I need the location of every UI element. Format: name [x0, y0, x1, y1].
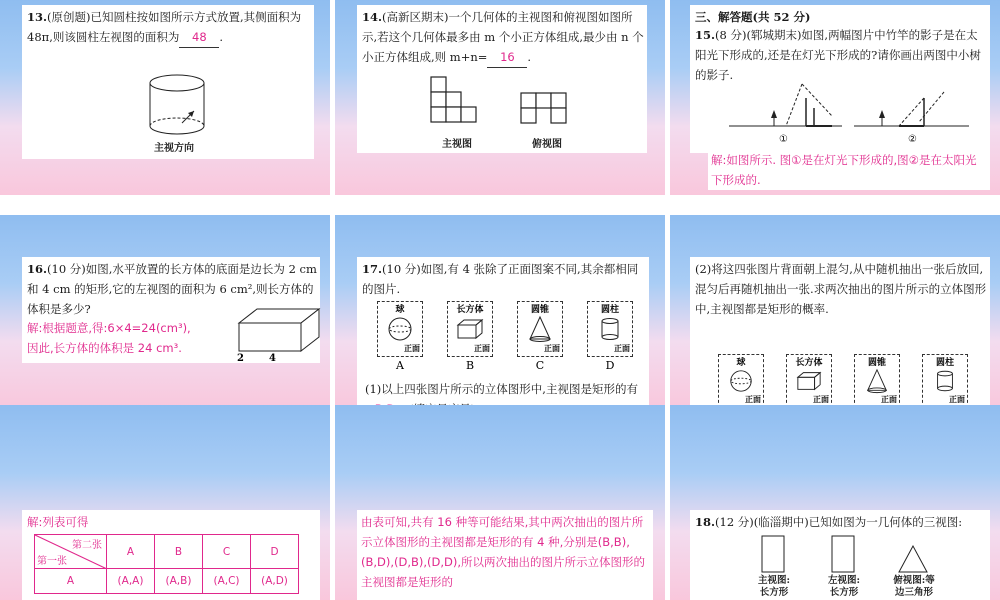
- front-label: 正面: [813, 394, 829, 404]
- option-c: C: [535, 359, 545, 372]
- table-corner-cell: [35, 535, 107, 569]
- slide-q13: [0, 0, 330, 195]
- question-number: 18.: [695, 515, 716, 529]
- question-number: 14.: [362, 10, 383, 24]
- card-title: 圆柱: [600, 305, 619, 315]
- top-view-caption: 俯视图: [532, 139, 562, 150]
- slide-q15: [670, 0, 1000, 195]
- answer-blank: 48: [179, 27, 219, 48]
- question-number: 17.: [362, 262, 383, 276]
- view-caption-line: 长方形: [759, 587, 789, 598]
- top-view-triangle: [897, 544, 929, 574]
- card-q13: [22, 5, 314, 159]
- table-header-row: [35, 535, 299, 569]
- view-caption-line: 俯视图:等: [893, 575, 935, 586]
- card-cone: [517, 301, 563, 357]
- cuboid-figure: [233, 303, 325, 364]
- question-text: (10 分)如图,水平放置的长方体的底面是边长为 2 cm 和 4 cm 的矩形,它的左视图的面积为 6 cm²,则长方体的体积是多少?: [27, 262, 317, 316]
- question-15: [695, 25, 987, 85]
- slide-q17: [335, 215, 665, 410]
- answer-16: [22, 318, 222, 362]
- card-q17: [357, 257, 649, 415]
- card-table: [22, 510, 320, 600]
- card-q14: [357, 5, 647, 153]
- front-label: 正面: [614, 343, 630, 353]
- question-number: 16.: [27, 262, 48, 276]
- front-label: 正面: [881, 394, 897, 404]
- card-title: 球: [395, 305, 405, 315]
- cylinder-figure: [142, 71, 212, 141]
- card-title: 圆锥: [867, 358, 886, 368]
- question-text: (12 分)(临淄期中)已知如图为一几何体的三视图:: [715, 515, 963, 529]
- front-view-caption: 主视图: [442, 139, 472, 150]
- front-view-rect: [760, 534, 786, 574]
- cuboid-icon: [787, 368, 831, 394]
- punct: .: [527, 50, 532, 64]
- section-heading: 三、解答题(共 52 分): [695, 10, 811, 24]
- question-17: [362, 259, 646, 299]
- question-text: (原创题)已知圆柱按如图所示方式放置,其侧面积为 48π,则该圆柱左视图的面积为: [27, 10, 302, 44]
- question-text: (高新区期末)一个几何体的主视图和俯视图如图所示,若这个几何体最多由 m 个小正方体组成,最少由 n 个小正方体组成,则 m+n=: [362, 10, 644, 64]
- sphere-icon: [378, 315, 422, 343]
- front-label: 正面: [745, 394, 761, 404]
- question-13: [27, 7, 311, 48]
- question-text: (8 分)(郓城期末)如图,两幅图片中竹竿的影子是在太阳光下形成的,还是在灯光下形成的?请你画出两图中小树的影子.: [695, 28, 981, 82]
- answer-blank: 16: [487, 47, 527, 68]
- table-row: [35, 569, 299, 594]
- card-cuboid: [447, 301, 493, 357]
- corner-bottom-label: 第一张: [37, 556, 67, 567]
- punct: .: [219, 30, 224, 44]
- card-cylinder: [922, 354, 968, 408]
- card-sphere: [718, 354, 764, 408]
- slide-conclusion: [335, 405, 665, 600]
- front-view-figure: [429, 75, 493, 133]
- card-cylinder: [587, 301, 633, 357]
- dim-2-label: 2: [237, 353, 244, 364]
- answer-15: 解:如图所示. 图①是在灯光下形成的,图②是在太阳光下形成的.: [708, 150, 990, 190]
- view-caption-line: 主视图:: [757, 575, 790, 586]
- view-caption-side: [816, 575, 872, 599]
- card-cuboid: [786, 354, 832, 408]
- card-cone: [854, 354, 900, 408]
- question-17-2: (2)将这四张图片背面朝上混匀,从中随机抽出一张后放回,混匀后再随机抽出一张.求两次抽出的图片所示的立体图形中,主视图都是矩形的概率.: [695, 262, 987, 316]
- card-title: 长方体: [456, 305, 484, 315]
- question-number: 13.: [27, 10, 48, 24]
- card-title: 圆柱: [935, 358, 954, 368]
- slide-q14: [335, 0, 665, 195]
- table-header-cell: A: [107, 535, 155, 569]
- sub-question-text: (1)以上四张图片所示的立体图形中,主视图是矩形的有: [365, 382, 638, 396]
- front-label: 正面: [474, 343, 490, 353]
- side-view-rect: [830, 534, 856, 574]
- view-caption-top: [882, 575, 946, 599]
- card-sphere: [377, 301, 423, 357]
- cylinder-icon: [923, 368, 967, 394]
- option-d: D: [605, 359, 615, 372]
- table-cell: (A,B): [155, 569, 203, 594]
- answer-line-2: 因此,长方体的体积是 24 cm³.: [27, 341, 182, 355]
- slide-q16: [0, 215, 330, 410]
- corner-top-label: 第二张: [72, 540, 102, 551]
- conclusion-text: 由表可知,共有 16 种等可能结果,其中两次抽出的图片所示立体图形的主视图都是矩形的有 4 种,分别是(B,B),(B,D),(D,B),(D,D),所以两次抽出的图片所示立体图形的主视图都是矩形的: [357, 510, 653, 600]
- question-18: [695, 512, 987, 532]
- table-header-cell: C: [203, 535, 251, 569]
- outcome-table: [34, 534, 299, 594]
- cuboid-icon: [448, 315, 492, 343]
- cone-icon: [518, 315, 562, 343]
- card-title: 球: [736, 358, 746, 368]
- card-title: 圆锥: [530, 305, 549, 315]
- front-label: 正面: [949, 394, 965, 404]
- cylinder-icon: [588, 315, 632, 343]
- table-cell: (A,C): [203, 569, 251, 594]
- table-cell: (A,D): [251, 569, 299, 594]
- figure-label-1: ①: [779, 134, 788, 145]
- picture-cards: [377, 301, 637, 373]
- question-14: [362, 7, 644, 68]
- table-row-label: A: [35, 569, 107, 594]
- table-intro: 解:列表可得: [27, 515, 89, 529]
- table-header-cell: D: [251, 535, 299, 569]
- card-q18: [690, 510, 990, 600]
- option-b: B: [465, 359, 475, 372]
- front-label: 正面: [544, 343, 560, 353]
- slide-table: [0, 405, 330, 600]
- card-title: 长方体: [795, 358, 823, 368]
- table-cell: (A,A): [107, 569, 155, 594]
- shadow-figure: [724, 82, 974, 146]
- slide-q17-2: [670, 215, 1000, 410]
- view-caption-line: 边三角形: [894, 587, 933, 598]
- view-caption-line: 长方形: [829, 587, 859, 598]
- question-number: 15.: [695, 28, 716, 42]
- figure-label-2: ②: [908, 134, 917, 145]
- option-a: A: [396, 359, 404, 372]
- cone-icon: [855, 368, 899, 394]
- slide-q18: [670, 405, 1000, 600]
- top-view-figure: [519, 91, 583, 131]
- dim-4-label: 4: [269, 353, 276, 364]
- question-text: (10 分)如图,有 4 张除了正面图案不同,其余都相同的图片.: [362, 262, 639, 296]
- table-header-cell: B: [155, 535, 203, 569]
- view-direction-caption: 主视方向: [154, 143, 194, 154]
- sphere-icon: [719, 368, 763, 394]
- view-caption-line: 左视图:: [827, 575, 860, 586]
- front-label: 正面: [404, 343, 420, 353]
- view-caption-front: [746, 575, 802, 599]
- answer-line-1: 解:根据题意,得:6×4=24(cm³),: [27, 321, 191, 335]
